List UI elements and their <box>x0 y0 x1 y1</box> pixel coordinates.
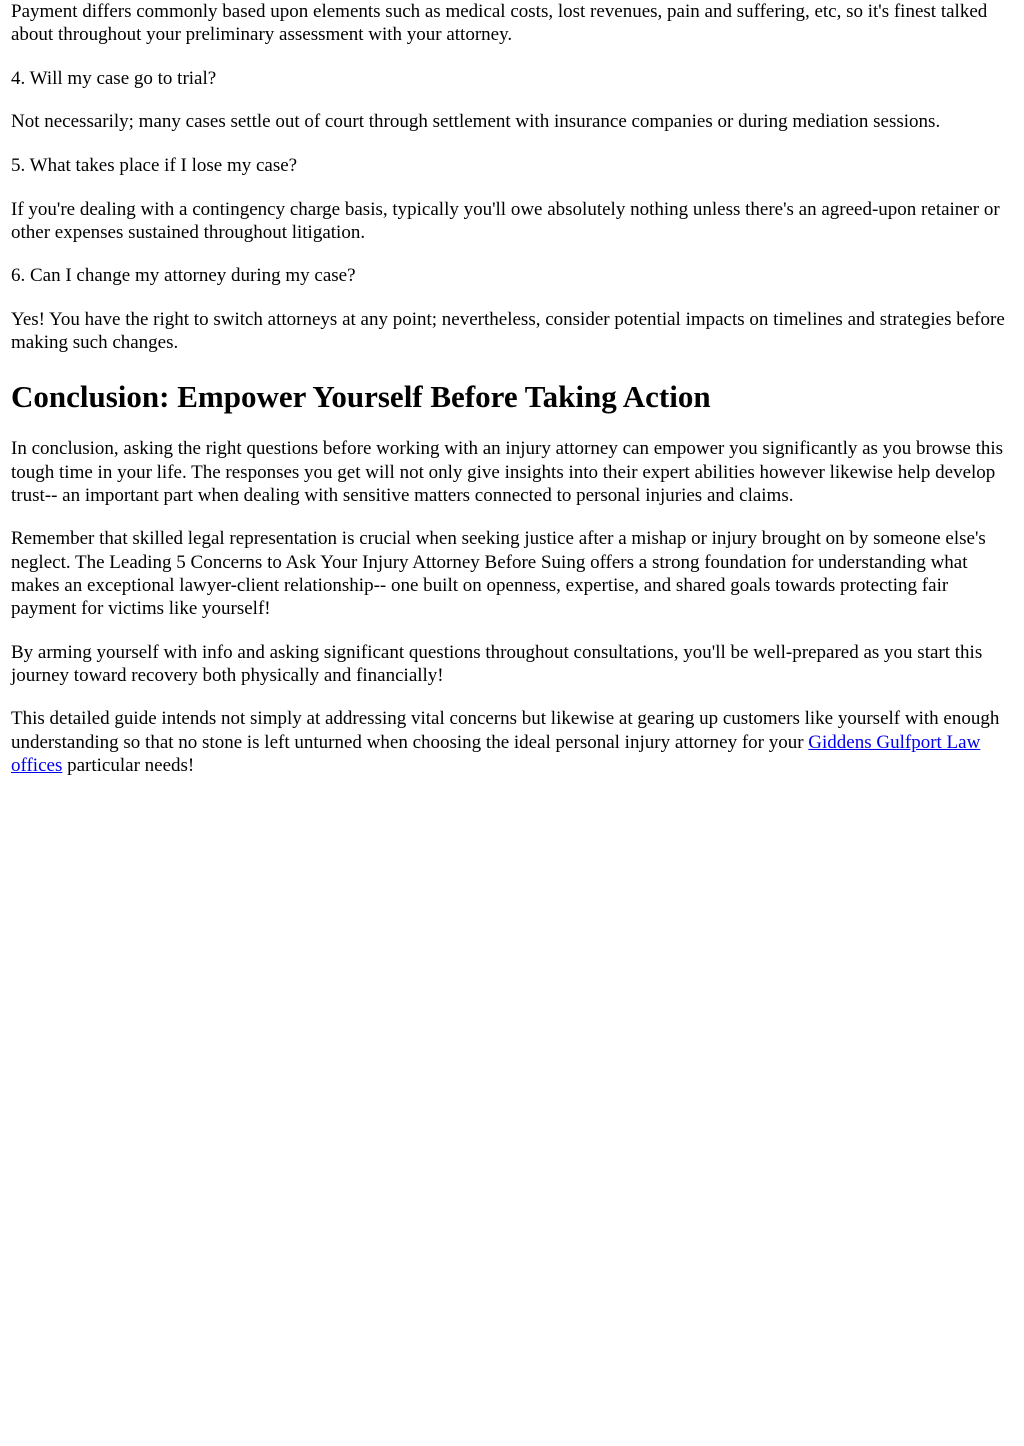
faq-answer-5: If you're dealing with a contingency charge basis, typically you'll owe absolutely nothing unless there's an agreed-upon retainer or other expenses sustained throughout litigation. <box>11 198 1000 243</box>
faq-answer-6: Yes! You have the right to switch attorneys at any point; nevertheless, consider potential impacts on timelines and strategies before making such changes. <box>11 308 1005 354</box>
law-offices-link[interactable]: Giddens Gulfport Law offices <box>11 731 981 776</box>
conclusion-paragraph-1: In conclusion, asking the right questions before working with an injury attorney can empower you significantly as you browse this tough time in your life. The responses you get will not only give insights into their expert abilities however likewise help develop trust-- an important part when dealing with sensitive matters connected to personal injuries and claims. <box>11 438 1004 506</box>
final-paragraph-text: This detailed guide intends not simply at addressing vital concerns but likewise at gearing up customers like yourself with enough understanding so that no stone is left unturned when choosing the ideal personal injury attorney for your <box>11 708 1000 753</box>
faq-answer-4: Not necessarily; many cases settle out of court through settlement with insurance companies or during mediation sessions. <box>11 111 941 133</box>
paragraph-compensation: Payment differs commonly based upon elements such as medical costs, lost revenues, pain and suffering, etc, so it's finest talked about throughout your preliminary assessment with your attorney. <box>11 1 988 46</box>
conclusion-paragraph-3: By arming yourself with info and asking significant questions throughout consultations, you'll be well-prepared as you start this journey toward recovery both physically and financially! <box>11 641 983 686</box>
conclusion-paragraph-4 <box>11 707 1015 777</box>
faq-question-5: 5. What takes place if I lose my case? <box>11 154 298 176</box>
faq-question-6: 6. Can I change my attorney during my case? <box>11 265 356 287</box>
conclusion-heading: Conclusion: Empower Yourself Before Taking Action <box>11 379 711 415</box>
conclusion-paragraph-2: Remember that skilled legal representation is crucial when seeking justice after a mishap or injury brought on by someone else's neglect. The Leading 5 Concerns to Ask Your Injury Attorney Before Suing offers a strong foundation for understanding what makes an exceptional lawyer-client relationship-- one built on openness, expertise, and shared goals towards protecting fair payment for victims like yourself! <box>11 528 986 619</box>
final-paragraph-tail: particular needs! <box>62 754 195 776</box>
faq-question-4: 4. Will my case go to trial? <box>11 67 217 89</box>
